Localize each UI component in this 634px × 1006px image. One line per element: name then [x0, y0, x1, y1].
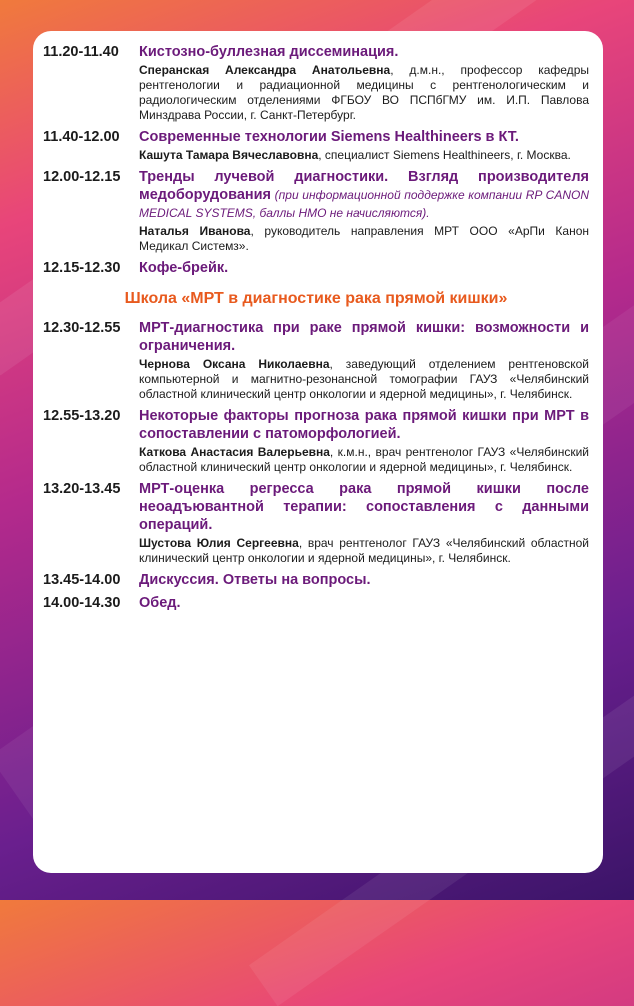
schedule-content	[139, 480, 589, 566]
talk-title-text: Некоторые факторы прогноза рака прямой кишки при МРТ в сопоставлении с патоморфологией.	[139, 408, 589, 442]
schedule-item	[43, 43, 589, 123]
schedule-time: 13.20-13.45	[43, 481, 121, 497]
speaker-affiliation: , врач рентгенолог ГАУЗ «Челябинский областной клинический центр онкологии и ядерной медицины», г. Челябинск.	[139, 536, 590, 565]
talk-title-text: Кистозно-буллезная диссеминация.	[139, 44, 399, 60]
speaker-info	[139, 148, 589, 163]
talk-title-text: МРТ-оценка регресса рака прямой кишки после неоадъювантной терапии: сопоставления с данными операций.	[139, 481, 589, 533]
schedule-time: 11.40-12.00	[43, 129, 120, 145]
speaker-info	[139, 224, 589, 254]
schedule-time: 12.15-12.30	[43, 260, 121, 276]
speaker-name: Чернова Оксана Николаевна	[139, 357, 330, 371]
schedule-time: 11.20-11.40	[43, 44, 119, 60]
speaker-name: Шустова Юлия Сергеевна	[139, 536, 299, 550]
speaker-affiliation: , к.м.н., врач рентгенолог ГАУЗ «Челябинский областной клинический центр онкологии и ядерной медицины», г. Челябинск.	[139, 445, 589, 474]
talk-note: (при информационной поддержке компании RP CANON MEDICAL SYSTEMS, баллы НМО не начисляются).	[139, 188, 589, 220]
speaker-name: Кашута Тамара Вячеславовна	[139, 148, 319, 162]
talk-title-text: Обед.	[139, 595, 181, 611]
speaker-info	[139, 536, 589, 566]
talk-title	[139, 168, 589, 222]
schedule-time: 12.30-12.55	[43, 320, 121, 336]
speaker-name: Сперанская Александра Анатольевна	[139, 63, 391, 77]
schedule-content	[139, 128, 589, 163]
schedule-item	[43, 319, 589, 402]
speaker-info	[139, 357, 589, 402]
schedule-item	[43, 128, 589, 163]
schedule-item	[43, 168, 589, 254]
talk-title-text: Кофе-брейк.	[139, 260, 229, 276]
program-card	[33, 31, 603, 873]
schedule-list-a	[43, 43, 589, 277]
talk-title	[139, 43, 589, 61]
speaker-name: Каткова Анастасия Валерьевна	[139, 445, 330, 459]
speaker-info	[139, 63, 589, 123]
schedule-time: 12.00-12.15	[43, 169, 121, 185]
speaker-info	[139, 445, 589, 475]
speaker-name: Наталья Иванова	[139, 224, 251, 238]
schedule-content	[139, 407, 589, 475]
schedule-content	[139, 594, 589, 612]
talk-title-text: МРТ-диагностика при раке прямой кишки: возможности и ограничения.	[139, 320, 589, 354]
schedule-item	[43, 594, 589, 612]
schedule-content	[139, 571, 589, 589]
schedule-time: 14.00-14.30	[43, 595, 121, 611]
talk-title-text: Тренды лучевой диагностики. Взгляд производителя медоборудования	[139, 169, 589, 203]
speaker-affiliation: , заведующий отделением рентгеновской компьютерной и магнитно-резонансной томографии ГАУЗ «Челябинский областной клинический центр онкологии и ядерной медицины», г. Челябинск.	[139, 357, 589, 401]
schedule-content	[139, 168, 589, 254]
talk-title	[139, 259, 589, 277]
talk-title	[139, 480, 589, 534]
talk-title	[139, 128, 589, 146]
schedule-content	[139, 319, 589, 402]
talk-title-text: Современные технологии Siemens Healthineers в КТ.	[139, 129, 519, 145]
talk-title	[139, 407, 589, 443]
talk-title-text: Дискуссия. Ответы на вопросы.	[139, 572, 371, 588]
schedule-content	[139, 43, 589, 123]
section-title: Школа «МРТ в диагностике рака прямой кишки»	[124, 290, 508, 307]
schedule-item	[43, 571, 589, 589]
schedule-item	[43, 259, 589, 277]
talk-title	[139, 594, 589, 612]
schedule-list-b	[43, 319, 589, 612]
schedule-item	[43, 407, 589, 475]
talk-title	[139, 319, 589, 355]
schedule-content	[139, 259, 589, 277]
schedule-time: 12.55-13.20	[43, 408, 121, 424]
speaker-affiliation: , специалист Siemens Healthineers, г. Москва.	[318, 148, 571, 162]
speaker-affiliation: , д.м.н., профессор кафедры рентгенологии и радиационной медицины с рентгенологическим и радиологическим отделениями ФГБОУ ВО ПСПбГМУ им. И.П. Павлова Минздрава России, г. Санкт-Петербург.	[139, 63, 589, 122]
speaker-affiliation: , руководитель направления МРТ ООО «АрПи Канон Медикал Системз».	[139, 224, 590, 253]
schedule-time: 13.45-14.00	[43, 572, 121, 588]
schedule-item	[43, 480, 589, 566]
talk-title	[139, 571, 589, 589]
